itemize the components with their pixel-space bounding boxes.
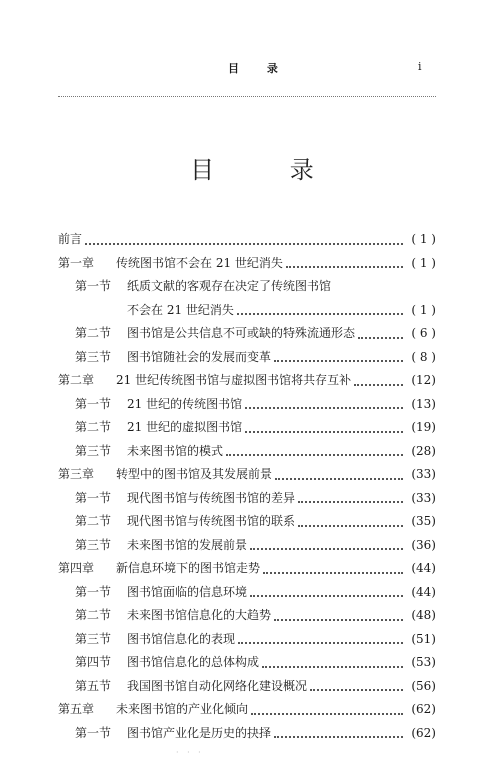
toc-entry-number: 第三节 [75,443,112,458]
toc-entry-label [58,487,295,511]
toc-entry-page: (35) [411,514,436,528]
toc-entry[interactable] [58,604,436,628]
toc-entry-page: ( 8 ) [411,349,436,364]
toc-entry-title: 图书馆是公共信息不可或缺的特殊流通形态 [127,326,356,340]
table-of-contents [58,228,436,745]
leader-dots [262,666,403,668]
toc-entry-number: 第三节 [75,537,112,552]
toc-entry-number: 第三章 [58,467,95,481]
toc-entry-title: 未来图书馆信息化的大趋势 [127,608,272,622]
leader-dots [310,689,403,691]
toc-entry-label [58,581,247,605]
toc-entry-title: 未来图书馆的模式 [127,443,224,458]
toc-entry-title: 新信息环境下的图书馆走势 [116,561,261,575]
leader-dots [245,431,403,433]
toc-entry-label [58,393,242,417]
toc-entry-label [58,628,235,652]
toc-entry-page: (62) [411,725,436,740]
toc-entry-page: (56) [411,678,436,693]
toc-entry-number: 第二节 [75,326,112,340]
toc-entry-page: (48) [411,608,436,622]
toc-entry-title: 未来图书馆的产业化倾向 [116,702,249,716]
toc-entry-number: 第四节 [75,655,112,669]
toc-entry-number: 第三节 [75,631,112,646]
toc-entry[interactable] [58,487,436,511]
toc-entry[interactable] [58,722,436,746]
toc-entry-page: (28) [411,443,436,458]
toc-entry-page: (62) [411,702,436,716]
leader-dots [238,642,403,644]
toc-entry-label [58,346,271,370]
toc-entry-title: 图书馆面临的信息环境 [127,584,248,599]
toc-entry-number: 第一节 [75,725,112,740]
toc-entry[interactable] [58,698,436,722]
running-header-title: 目 录 [228,62,290,75]
toc-entry[interactable] [58,252,436,276]
running-header-page-number: i [418,60,422,73]
toc-entry-title: 图书馆产业化是历史的抉择 [127,725,272,740]
toc-entry-label [58,534,247,558]
leader-dots [85,243,403,245]
toc-entry-label [58,252,283,276]
toc-entry-label [58,463,272,487]
toc-entry-number: 第一节 [75,279,112,293]
leader-dots [358,337,403,339]
toc-entry-number: 第一章 [58,255,95,270]
toc-entry[interactable] [58,322,436,346]
leader-dots [274,360,403,362]
toc-entry-number: 第一节 [75,396,112,411]
leader-dots [251,713,403,715]
toc-entry-page: ( 1 ) [411,255,436,270]
leader-dots [286,266,403,268]
toc-entry[interactable] [58,581,436,605]
toc-entry-title: 现代图书馆与传统图书馆的联系 [127,514,296,528]
toc-entry-page: (36) [411,537,436,552]
toc-entry-page: (44) [411,584,436,599]
leader-dots [250,548,403,550]
toc-entry-title: 前言 [58,232,83,246]
toc-entry-label [58,275,331,299]
toc-entry[interactable] [58,463,436,487]
leader-dots [245,407,403,409]
leader-dots [237,313,403,315]
page-title: 目 录 [190,156,348,184]
header-rule [58,96,436,97]
toc-entry-page: (13) [411,396,436,411]
toc-entry[interactable] [58,299,436,323]
toc-entry-number: 第四章 [58,561,95,575]
toc-entry[interactable] [58,228,436,252]
toc-entry[interactable] [58,651,436,675]
toc-entry[interactable] [58,275,436,299]
leader-dots [354,384,403,386]
toc-entry-label [58,651,259,675]
toc-entry-title: 纸质文献的客观存在决定了传统图书馆 [127,279,332,293]
toc-entry-page: ( 1 ) [411,232,436,246]
toc-entry-number: 第二节 [75,608,112,622]
leader-dots [263,572,403,574]
toc-entry-label [58,557,260,581]
toc-entry-label [58,440,223,464]
toc-entry-page: ( 1 ) [411,302,436,317]
toc-entry-label [58,675,307,699]
toc-entry-number: 第五章 [58,702,95,716]
toc-entry-title: 不会在 21 世纪消失 [127,302,234,317]
toc-entry-page: (19) [411,420,436,434]
toc-entry-title: 现代图书馆与传统图书馆的差异 [127,490,296,505]
toc-entry-title: 21 世纪传统图书馆与虚拟图书馆将共存互补 [116,373,352,387]
leader-dots [274,619,403,621]
toc-entry-title: 21 世纪的传统图书馆 [127,396,243,411]
toc-entry-label [58,228,82,252]
toc-entry-title: 我国图书馆自动化网络化建设概况 [127,678,308,693]
toc-entry[interactable] [58,346,436,370]
toc-entry-title: 图书馆信息化的表现 [127,631,236,646]
toc-entry-page: (33) [411,467,436,481]
toc-entry-label [58,299,234,323]
toc-entry-number: 第一节 [75,490,112,505]
toc-entry-label [58,604,271,628]
toc-entry-number: 第一节 [75,584,112,599]
toc-entry-title: 图书馆随社会的发展而变革 [127,349,272,364]
toc-entry-number: 第二节 [75,420,112,434]
toc-entry[interactable] [58,534,436,558]
toc-entry-number: 第五节 [75,678,112,693]
toc-entry-title: 传统图书馆不会在 21 世纪消失 [116,255,283,270]
toc-entry[interactable] [58,510,436,534]
toc-entry-label [58,510,295,534]
toc-entry[interactable] [58,416,436,440]
leader-dots [250,595,403,597]
toc-entry[interactable] [58,369,436,393]
toc-entry-title: 未来图书馆的发展前景 [127,537,248,552]
toc-entry-number: 第三节 [75,349,112,364]
toc-entry-page: (51) [411,631,436,646]
toc-entry[interactable] [58,557,436,581]
leader-dots [298,525,403,527]
toc-entry-label [58,698,248,722]
toc-entry-title: 21 世纪的虚拟图书馆 [127,420,243,434]
toc-entry-number: 第二节 [75,514,112,528]
toc-entry-title: 图书馆信息化的总体构成 [127,655,260,669]
toc-entry-label [58,416,242,440]
leader-dots [274,736,403,738]
toc-entry-number: 第二章 [58,373,95,387]
toc-entry-page: (12) [411,373,436,387]
toc-entry-title: 转型中的图书馆及其发展前景 [116,467,273,481]
toc-entry-label [58,722,271,746]
leader-dots [226,454,403,456]
toc-entry[interactable] [58,628,436,652]
toc-entry-page: (53) [411,655,436,669]
leader-dots [275,478,403,480]
toc-entry-label [58,369,351,393]
toc-entry-page: (33) [411,490,436,505]
toc-entry-page: ( 6 ) [411,326,436,340]
leader-dots [298,501,403,503]
toc-entry-page: (44) [411,561,436,575]
running-header [0,60,504,80]
toc-entry[interactable] [58,440,436,464]
toc-entry[interactable] [58,675,436,699]
bottom-mark: · · · [176,748,204,757]
toc-entry-label [58,322,355,346]
toc-entry[interactable] [58,393,436,417]
